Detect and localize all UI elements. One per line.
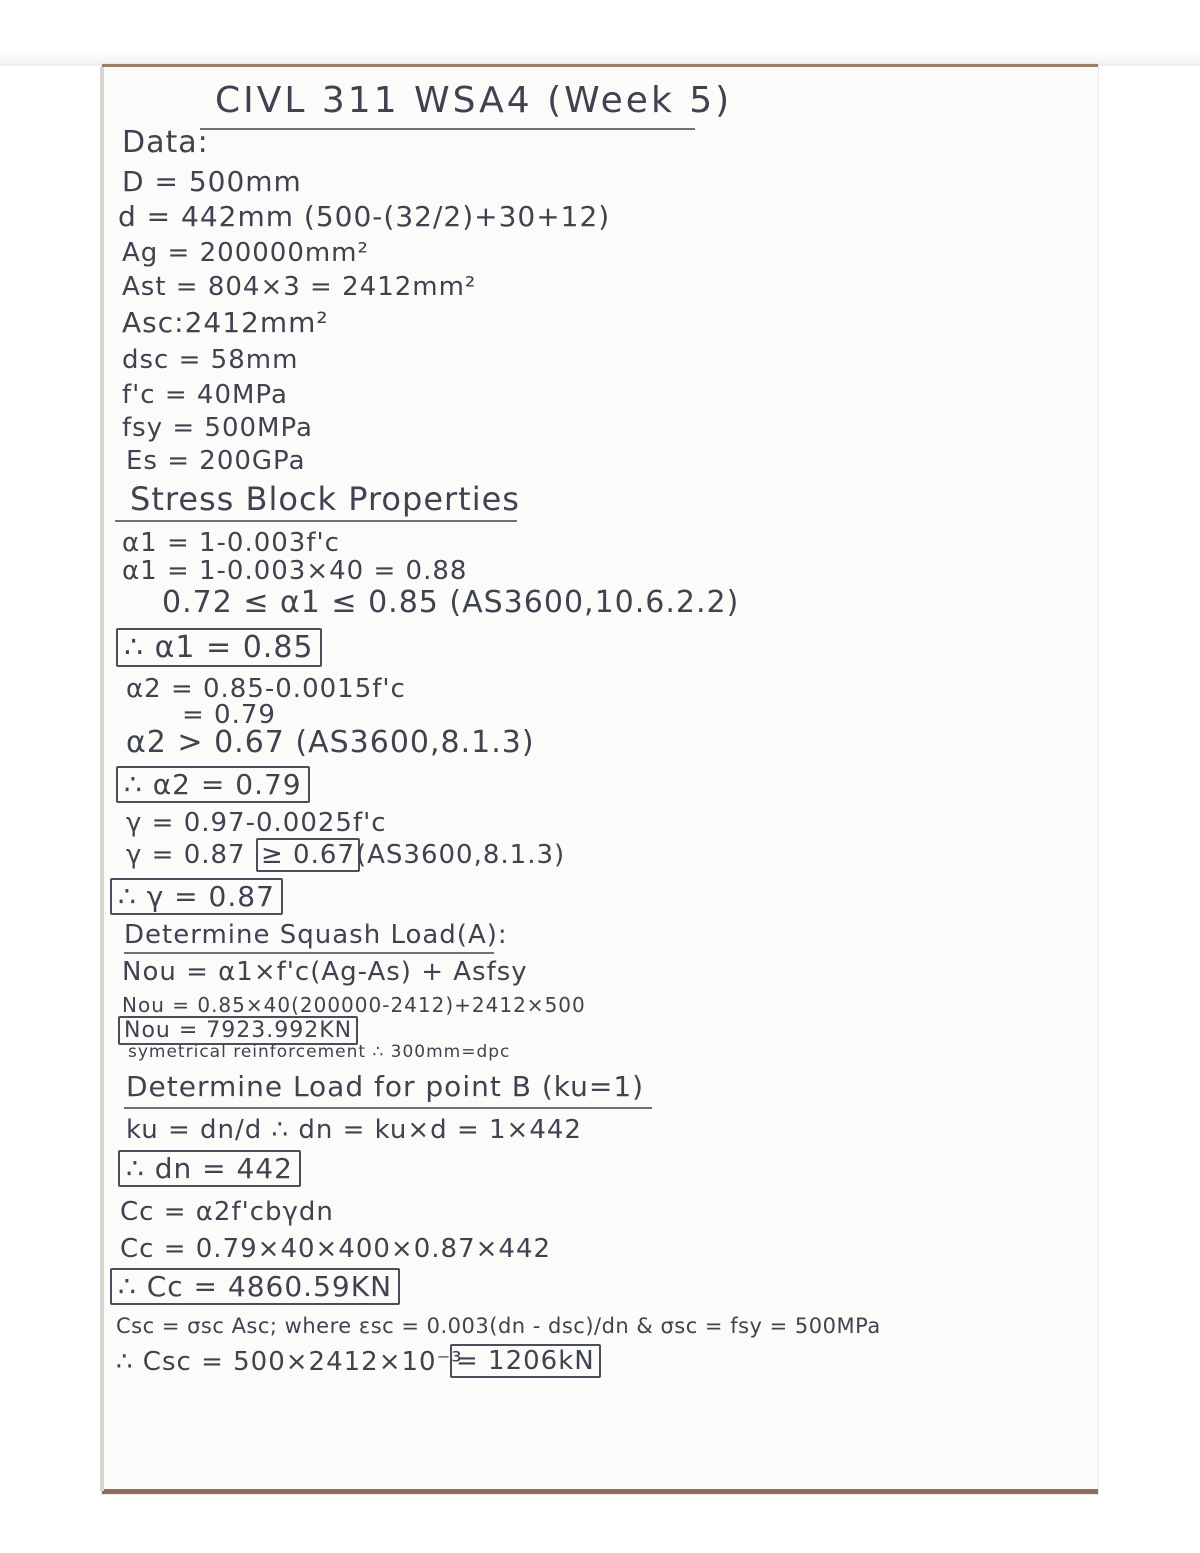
stress-line: (AS3600,8.1.3) — [356, 840, 566, 870]
pointb-line: Cc = 0.79×40×400×0.87×442 — [120, 1234, 552, 1264]
stress-line: 0.72 ≤ α1 ≤ 0.85 (AS3600,10.6.2.2) — [162, 585, 740, 620]
result-nou: Nou = 7923.992KN — [118, 1016, 358, 1045]
pointb-line: ∴ Csc = 500×2412×10⁻³ — [116, 1347, 463, 1377]
result-cc: ∴ Cc = 4860.59KN — [110, 1268, 400, 1305]
title-underline — [200, 128, 695, 130]
squash-note: symetrical reinforcement ∴ 300mm=dpc — [128, 1042, 511, 1062]
data-line: Ag = 200000mm² — [122, 238, 369, 268]
background-top — [0, 0, 1200, 66]
squash-line: Nou = α1×f'c(Ag-As) + Asfsy — [122, 957, 528, 987]
page-title: CIVL 311 WSA4 (Week 5) — [215, 80, 733, 121]
data-line: Es = 200GPa — [126, 446, 306, 476]
data-line: fsy = 500MPa — [122, 413, 313, 443]
gamma-limit: ≥ 0.67 — [256, 838, 360, 872]
stress-line: α1 = 1-0.003f'c — [122, 528, 340, 558]
data-line: d = 442mm (500-(32/2)+30+12) — [118, 200, 611, 233]
squash-heading: Determine Squash Load(A): — [124, 920, 508, 950]
result-csc: = 1206kN — [450, 1344, 601, 1378]
pointb-line: Csc = σsc Asc; where εsc = 0.003(dn - dsc)/dn & σsc = fsy = 500MPa — [116, 1314, 881, 1338]
data-heading: Data: — [122, 125, 209, 160]
result-alpha2: ∴ α2 = 0.79 — [116, 766, 310, 803]
paper-edge — [100, 67, 104, 1491]
result-gamma: ∴ γ = 0.87 — [110, 878, 283, 915]
stress-line: α2 > 0.67 (AS3600,8.1.3) — [126, 725, 535, 760]
stress-line: α1 = 1-0.003×40 = 0.88 — [122, 556, 468, 586]
result-alpha1: ∴ α1 = 0.85 — [116, 628, 322, 667]
stress-heading: Stress Block Properties — [130, 480, 520, 518]
pointb-line: Cc = α2f'cbγdn — [120, 1197, 334, 1227]
data-line: D = 500mm — [122, 165, 302, 198]
data-line: dsc = 58mm — [122, 345, 299, 375]
stress-line: γ = 0.97-0.0025f'c — [126, 808, 387, 838]
stress-line: α2 = 0.85-0.0015f'c — [126, 674, 406, 704]
result-dn: ∴ dn = 442 — [118, 1150, 301, 1187]
pointb-line: ku = dn/d ∴ dn = ku×d = 1×442 — [126, 1115, 582, 1145]
stress-line: = 0.79 — [182, 700, 276, 730]
squash-underline — [124, 952, 494, 954]
stress-underline — [115, 520, 517, 522]
data-line: f'c = 40MPa — [122, 380, 288, 410]
data-line: Asc:2412mm² — [122, 306, 329, 339]
squash-line: Nou = 0.85×40(200000-2412)+2412×500 — [122, 993, 586, 1017]
stress-line: γ = 0.87 — [126, 840, 246, 870]
pointb-underline — [124, 1107, 652, 1109]
pointb-heading: Determine Load for point B (ku=1) — [126, 1070, 645, 1103]
data-line: Ast = 804×3 = 2412mm² — [122, 272, 477, 302]
